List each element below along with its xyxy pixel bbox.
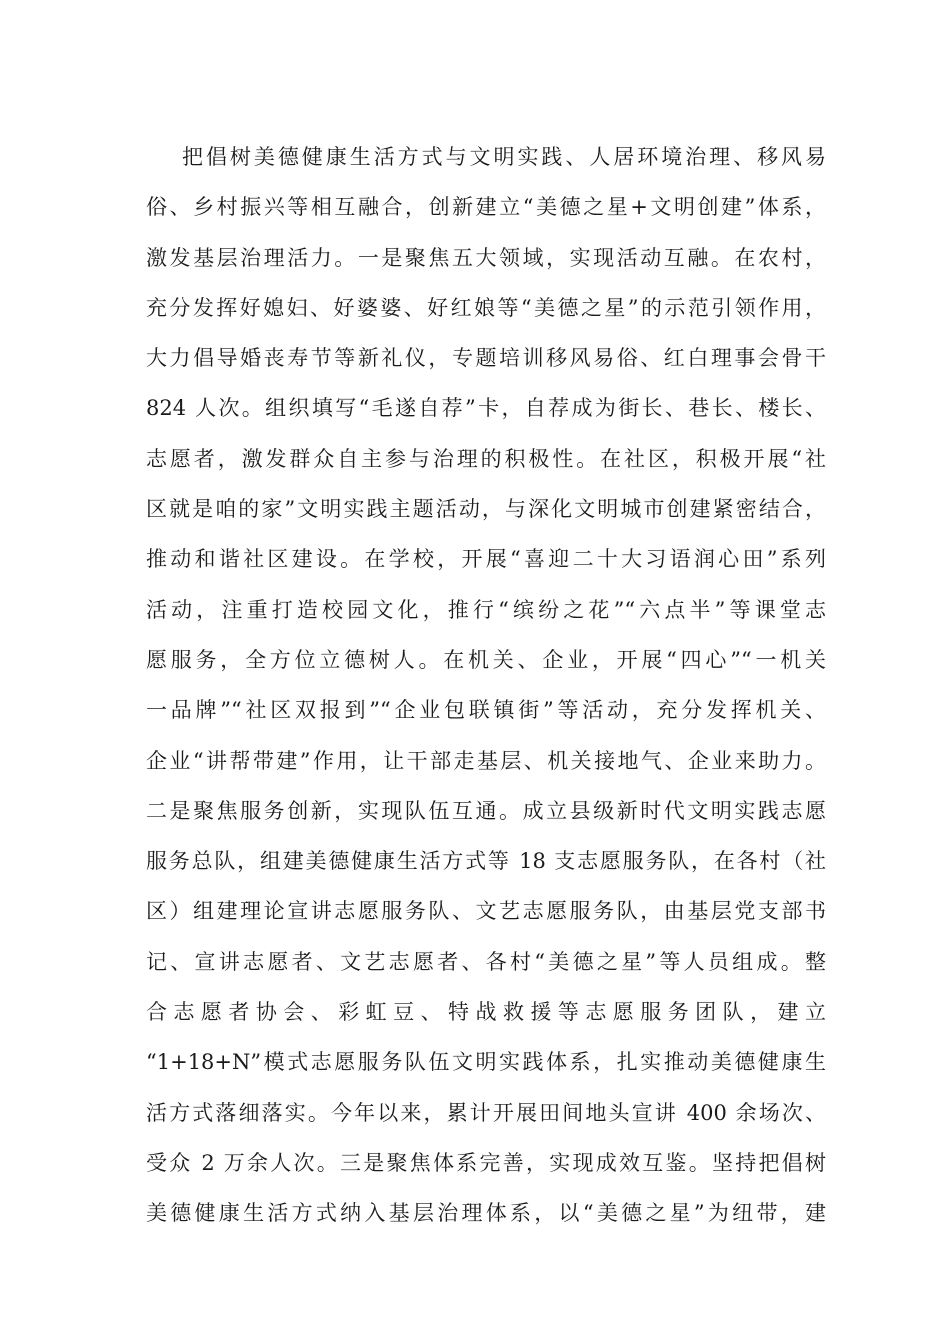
- text-line: 俗、乡村振兴等相互融合，创新建立“美德之星+文明创建”体系，: [146, 195, 826, 220]
- text-line: “1+18+N”模式志愿服务队伍文明实践体系，扎实推动美德健康生: [146, 1050, 826, 1075]
- text-line: 区就是咱的家”文明实践主题活动，与深化文明城市创建紧密结合，: [146, 497, 826, 522]
- text-line: 824 人次。组织填写“毛遂自荐”卡，自荐成为街长、巷长、楼长、: [146, 396, 826, 421]
- text-line: 激发基层治理活力。一是聚焦五大领域，实现活动互融。在农村，: [146, 245, 826, 270]
- text-line: 把倡树美德健康生活方式与文明实践、人居环境治理、移风易: [182, 145, 826, 169]
- text-line: 愿服务，全方位立德树人。在机关、企业，开展“四心”“一机关: [146, 647, 826, 672]
- text-line: 充分发挥好媳妇、好婆婆、好红娘等“美德之星”的示范引领作用，: [146, 295, 826, 320]
- text-line: 活方式落细落实。今年以来，累计开展田间地头宣讲 400 余场次、: [146, 1100, 826, 1125]
- text-line: 美德健康生活方式纳入基层治理体系，以“美德之星”为纽带，建: [146, 1201, 826, 1226]
- text-line: 活动，注重打造校园文化，推行“缤纷之花”“六点半”等课堂志: [146, 597, 826, 622]
- text-line: 企业“讲帮带建”作用，让干部走基层、机关接地气、企业来助力。: [146, 748, 826, 773]
- text-line: 受众 2 万余人次。三是聚焦体系完善，实现成效互鉴。坚持把倡树: [146, 1150, 826, 1175]
- text-line: 合志愿者协会、彩虹豆、特战救援等志愿服务团队，建立: [146, 1000, 826, 1025]
- text-line: 记、宣讲志愿者、文艺志愿者、各村“美德之星”等人员组成。整: [146, 949, 826, 974]
- text-line: 一品牌”“社区双报到”“企业包联镇街”等活动，充分发挥机关、: [146, 698, 826, 723]
- text-line: 志愿者，激发群众自主参与治理的积极性。在社区，积极开展“社: [146, 446, 826, 471]
- text-line: 服务总队，组建美德健康生活方式等 18 支志愿服务队，在各村（社: [146, 849, 826, 874]
- text-line: 二是聚焦服务创新，实现队伍互通。成立县级新时代文明实践志愿: [146, 798, 826, 823]
- text-line: 大力倡导婚丧寿节等新礼仪，专题培训移风易俗、红白理事会骨干: [146, 346, 826, 371]
- body-paragraph: [146, 132, 826, 1239]
- text-line: 推动和谐社区建设。在学校，开展“喜迎二十大习语润心田”系列: [146, 547, 826, 572]
- text-line: 区）组建理论宣讲志愿服务队、文艺志愿服务队，由基层党支部书: [146, 899, 826, 924]
